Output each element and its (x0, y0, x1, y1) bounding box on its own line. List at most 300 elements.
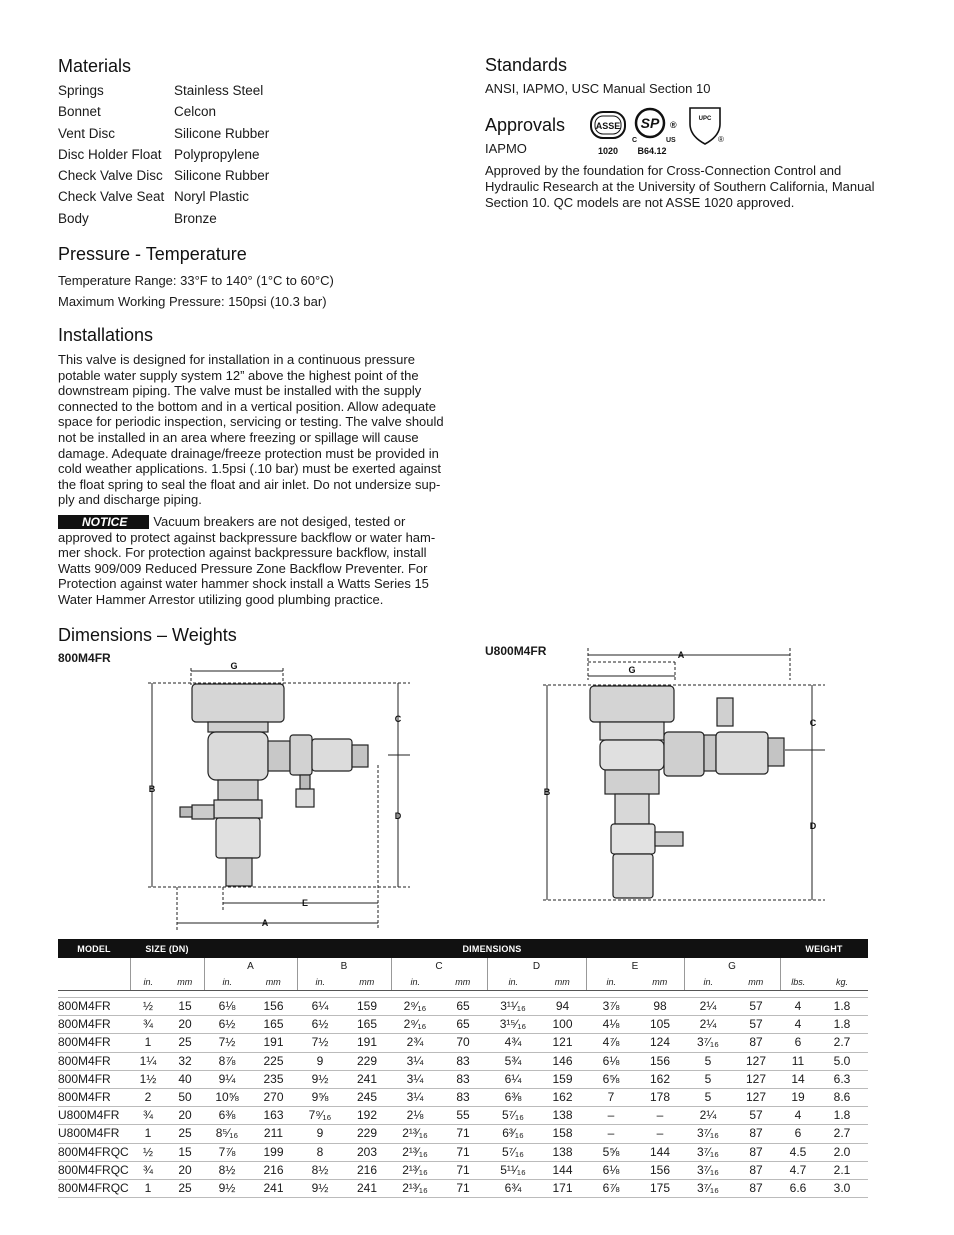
material-part: Vent Disc (58, 125, 116, 141)
model-cell: 800M4FR (58, 999, 111, 1013)
value-cell: 241 (356, 1181, 378, 1196)
table-row (58, 1125, 868, 1143)
value-cell: 8⅞ (218, 1053, 236, 1068)
value-cell: 2¹³⁄₁₆ (402, 1181, 428, 1196)
value-cell: 1.8 (833, 1017, 851, 1032)
value-cell: 71 (456, 1144, 470, 1159)
value-cell: 6¼ (311, 999, 329, 1013)
value-cell: 8.6 (833, 1090, 851, 1105)
value-cell: 2.7 (833, 1126, 851, 1141)
value-cell: 3⁷⁄₁₆ (697, 1181, 719, 1196)
table-row (58, 1070, 868, 1088)
value-cell: 6 (794, 1126, 802, 1141)
value-cell: 2.1 (833, 1162, 851, 1177)
material-row (58, 208, 438, 229)
value-cell: 83 (456, 1090, 470, 1105)
material-row (58, 123, 438, 144)
value-cell: 98 (653, 999, 667, 1013)
value-cell: 2¼ (699, 999, 717, 1013)
material-row (58, 186, 438, 207)
value-cell: 3¹⁵⁄₁₆ (499, 1017, 527, 1032)
value-cell: 25 (178, 1181, 192, 1196)
value-cell: 87 (749, 1126, 763, 1141)
svg-text:1020: 1020 (597, 146, 619, 156)
value-cell: 15 (178, 1144, 192, 1159)
unit-header: in. (684, 974, 732, 991)
svg-text:C: C (632, 137, 638, 144)
material-row (58, 80, 438, 101)
value-cell: 229 (356, 1053, 378, 1068)
value-cell: 3⁷⁄₁₆ (697, 1035, 719, 1050)
value-cell: – (656, 1108, 664, 1123)
standards-heading: Standards (485, 55, 568, 75)
model-cell: 800M4FR (58, 1090, 111, 1105)
value-cell: 9 (316, 1053, 324, 1068)
value-cell: 5 (704, 1090, 712, 1105)
value-cell: 4.5 (789, 1144, 807, 1159)
value-cell: – (656, 1126, 664, 1141)
value-cell: 225 (263, 1053, 284, 1068)
unit-header: mm (732, 974, 780, 991)
value-cell: 3⁷⁄₁₆ (697, 1144, 719, 1159)
temperature-range: Temperature Range: 33°F to 140° (1°C to 60°C) (58, 273, 334, 288)
group-header: C (391, 958, 487, 974)
value-cell: 235 (263, 1071, 284, 1086)
diagram-u800m4fr-title: U800M4FR (485, 644, 547, 658)
unit-header: mm (250, 974, 297, 991)
material-value: Silicone Rubber (174, 125, 270, 141)
value-cell: 25 (178, 1126, 192, 1141)
model-cell: 800M4FRQC (58, 1144, 129, 1159)
value-cell: 4 (794, 1017, 802, 1032)
unit-header: in. (204, 974, 250, 991)
value-cell: 7½ (311, 1035, 329, 1050)
header-size: SIZE (DN) (130, 939, 204, 958)
value-cell: 2⅛ (406, 1108, 424, 1123)
value-cell: 7⅞ (218, 1144, 236, 1159)
value-cell: 19 (791, 1090, 805, 1105)
asse-logo-icon (591, 112, 625, 156)
diagram-u800m4fr (535, 640, 835, 908)
model-cell: 800M4FR (58, 1053, 111, 1068)
unit-header: in. (297, 974, 343, 991)
value-cell: 9½ (311, 1071, 329, 1086)
value-cell: 2⁹⁄₁₆ (403, 1017, 427, 1032)
dim-label-b: B (148, 784, 156, 794)
value-cell: 71 (456, 1162, 470, 1177)
value-cell: 14 (791, 1071, 805, 1086)
value-cell: 121 (552, 1035, 573, 1050)
value-cell: 241 (263, 1181, 284, 1196)
value-cell: 6½ (218, 1017, 236, 1032)
diagram-800m4fr (130, 655, 430, 935)
value-cell: 6⅛ (602, 1162, 620, 1177)
value-cell: 2.0 (833, 1144, 851, 1159)
value-cell: 3⁷⁄₁₆ (697, 1162, 719, 1177)
table-row (58, 998, 868, 1016)
unit-header: kg. (816, 974, 868, 991)
value-cell: 20 (178, 1108, 192, 1123)
value-cell: 4⅞ (602, 1035, 620, 1050)
materials-heading: Materials (58, 56, 132, 76)
dim-label-g: G (628, 665, 636, 675)
group-header: E (586, 958, 684, 974)
table-row (58, 1161, 868, 1179)
value-cell: 20 (178, 1162, 192, 1177)
value-cell: – (607, 1108, 615, 1123)
value-cell: 211 (263, 1126, 284, 1141)
value-cell: 2¹³⁄₁₆ (402, 1126, 428, 1141)
value-cell: 83 (456, 1071, 470, 1086)
value-cell: 4 (794, 999, 802, 1013)
unit-header: in. (130, 974, 166, 991)
value-cell: 8½ (218, 1162, 236, 1177)
unit-header: mm (166, 974, 204, 991)
value-cell: 5 (704, 1071, 712, 1086)
material-part: Bonnet (58, 104, 101, 120)
value-cell: 9 (316, 1126, 324, 1141)
value-cell: 1 (144, 1126, 152, 1141)
dimensions-heading: Dimensions – Weights (58, 625, 237, 645)
value-cell: 6⅛ (218, 999, 236, 1013)
value-cell: 2¾ (406, 1035, 424, 1050)
value-cell: 216 (356, 1162, 378, 1177)
unit-header: mm (539, 974, 586, 991)
value-cell: 8⁵⁄₁₆ (215, 1126, 239, 1141)
value-cell: ¾ (142, 1017, 153, 1032)
unit-header: lbs. (780, 974, 816, 991)
value-cell: 105 (649, 1017, 671, 1032)
group-header-empty (58, 958, 130, 974)
value-cell: 245 (356, 1090, 378, 1105)
value-cell: 71 (456, 1181, 470, 1196)
value-cell: 156 (649, 1053, 671, 1068)
notice-text: Vacuum breakers are not desiged, tested or approved to protect against backpressure backflow or water ham-mer shock. For protection against backpressure backflow, install Watts 909/009 Reduced Pressure Zone Backflow Preventer. For Protection against water hammer shock install a Watts Series 15 Water Hammer Arrestor utilizing good plumbing practice. (58, 514, 436, 607)
value-cell: 65 (456, 1017, 470, 1032)
value-cell: 70 (456, 1035, 470, 1050)
value-cell: 8½ (311, 1162, 329, 1177)
value-cell: 9½ (218, 1181, 236, 1196)
unit-header-empty (58, 974, 130, 991)
value-cell: 65 (456, 999, 470, 1013)
value-cell: 124 (649, 1035, 671, 1050)
value-cell: 5¾ (504, 1053, 522, 1068)
material-value: Celcon (174, 104, 217, 120)
value-cell: 178 (649, 1090, 671, 1105)
value-cell: 3¼ (406, 1071, 424, 1086)
value-cell: – (607, 1126, 615, 1141)
value-cell: 127 (745, 1053, 767, 1068)
value-cell: ½ (142, 1144, 153, 1159)
approvals-heading: Approvals (485, 115, 566, 135)
header-weight: WEIGHT (780, 939, 868, 958)
value-cell: 144 (649, 1144, 671, 1159)
value-cell: 11 (791, 1053, 805, 1068)
value-cell: 165 (263, 1017, 284, 1032)
value-cell: 9⅝ (311, 1090, 329, 1105)
value-cell: 6 (794, 1035, 802, 1050)
svg-text:SP: SP (640, 115, 660, 131)
value-cell: 162 (552, 1090, 573, 1105)
dim-label-b: B (543, 787, 551, 797)
value-cell: 40 (178, 1071, 192, 1086)
value-cell: 5.0 (833, 1053, 851, 1068)
value-cell: 4¾ (504, 1035, 522, 1050)
value-cell: 1.8 (833, 999, 851, 1013)
value-cell: 57 (749, 1108, 763, 1123)
value-cell: 2 (144, 1090, 152, 1105)
value-cell: 6⅜ (218, 1108, 236, 1123)
table-row (58, 1143, 868, 1161)
material-part: Check Valve Seat (58, 189, 165, 205)
value-cell: 192 (356, 1108, 378, 1123)
value-cell: 32 (178, 1053, 192, 1068)
svg-text:®: ® (670, 120, 677, 130)
value-cell: 5¹¹⁄₁₆ (500, 1162, 526, 1177)
value-cell: 6³⁄₁₆ (502, 1126, 524, 1141)
materials-list (58, 80, 438, 229)
material-value: Polypropylene (174, 146, 260, 162)
value-cell: 5⁷⁄₁₆ (502, 1108, 524, 1123)
value-cell: 57 (749, 1017, 763, 1032)
notice-badge: NOTICE (58, 515, 149, 529)
value-cell: 5 (704, 1053, 712, 1068)
table-row (58, 1089, 868, 1107)
value-cell: 20 (178, 1017, 192, 1032)
value-cell: 162 (649, 1071, 671, 1086)
value-cell: 87 (749, 1162, 763, 1177)
material-value: Bronze (174, 210, 217, 226)
value-cell: 191 (356, 1035, 378, 1050)
value-cell: 5⁷⁄₁₆ (502, 1144, 524, 1159)
value-cell: 159 (356, 999, 378, 1013)
group-header: A (204, 958, 297, 974)
approvals-text: Approved by the foundation for Cross-Connection Control and Hydraulic Research at the University of Southern California, Manual Section 10. QC models are not ASSE 1020 approved. (485, 163, 875, 210)
table-row (58, 1180, 868, 1198)
value-cell: 1¼ (139, 1053, 157, 1068)
svg-text:ASSE: ASSE (595, 121, 621, 131)
dim-label-g: G (230, 661, 238, 671)
value-cell: ¾ (142, 1108, 153, 1123)
material-value: Stainless Steel (174, 83, 264, 98)
value-cell: 270 (263, 1090, 284, 1105)
value-cell: 4 (794, 1108, 802, 1123)
value-cell: 50 (178, 1090, 192, 1105)
value-cell: 158 (552, 1126, 573, 1141)
value-cell: 100 (552, 1017, 573, 1032)
unit-header: mm (343, 974, 391, 991)
value-cell: 175 (649, 1181, 671, 1196)
approval-logos (588, 104, 728, 158)
value-cell: 1 (144, 1181, 152, 1196)
svg-text:®: ® (718, 135, 724, 144)
value-cell: 6⅞ (602, 1181, 620, 1196)
value-cell: 57 (749, 999, 763, 1013)
dim-label-c: C (394, 714, 402, 724)
group-header: G (684, 958, 780, 974)
value-cell: 6⅛ (602, 1053, 620, 1068)
value-cell: 9½ (311, 1181, 329, 1196)
value-cell: 2¹³⁄₁₆ (402, 1144, 428, 1159)
value-cell: 6½ (311, 1017, 329, 1032)
material-row (58, 101, 438, 122)
valve-body-icon (180, 684, 368, 886)
model-cell: 800M4FR (58, 1071, 111, 1086)
value-cell: 127 (745, 1090, 767, 1105)
value-cell: 55 (456, 1108, 470, 1123)
value-cell: 3⁷⁄₁₆ (697, 1126, 719, 1141)
material-part: Disc Holder Float (58, 146, 162, 162)
value-cell: 87 (749, 1035, 763, 1050)
dim-label-d: D (809, 821, 817, 831)
value-cell: 6¼ (504, 1071, 522, 1086)
unit-header: in. (391, 974, 439, 991)
dim-label-a: A (677, 650, 685, 660)
unit-header: mm (636, 974, 684, 991)
notice-block (58, 514, 444, 608)
svg-text:US: US (666, 137, 676, 144)
table-body (58, 991, 868, 1198)
value-cell: ¾ (142, 1162, 153, 1177)
value-cell: 3.0 (833, 1181, 851, 1196)
value-cell: 146 (552, 1053, 573, 1068)
model-cell: U800M4FR (58, 1126, 120, 1141)
value-cell: 3⅞ (602, 999, 620, 1013)
value-cell: 138 (552, 1144, 573, 1159)
value-cell: 7½ (218, 1035, 236, 1050)
value-cell: 1½ (139, 1071, 157, 1086)
value-cell: 144 (552, 1162, 573, 1177)
diagram-800m4fr-title: 800M4FR (58, 651, 111, 665)
upc-logo-icon (690, 108, 724, 144)
group-header: B (297, 958, 391, 974)
pressure-block (58, 270, 334, 312)
value-cell: 203 (356, 1144, 378, 1159)
value-cell: 216 (263, 1162, 284, 1177)
value-cell: 83 (456, 1053, 470, 1068)
value-cell: 2.7 (833, 1035, 851, 1050)
value-cell: 87 (749, 1181, 763, 1196)
approvals-iapmo: IAPMO (485, 141, 527, 156)
value-cell: 6.3 (833, 1071, 851, 1086)
value-cell: 1.8 (833, 1108, 851, 1123)
table-row (58, 1016, 868, 1034)
value-cell: 2¼ (699, 1017, 717, 1032)
value-cell: 4⅛ (602, 1017, 620, 1032)
value-cell: 10⅝ (215, 1090, 239, 1105)
value-cell: 159 (552, 1071, 573, 1086)
value-cell: 4.7 (789, 1162, 807, 1177)
value-cell: 2¹³⁄₁₆ (402, 1162, 428, 1177)
value-cell: 94 (555, 999, 570, 1013)
value-cell: 3¹¹⁄₁₆ (500, 999, 526, 1013)
group-header-empty (780, 958, 868, 974)
value-cell: 5⅝ (602, 1144, 620, 1159)
group-header-row (58, 958, 868, 974)
value-cell: 6⅜ (504, 1090, 522, 1105)
header-dimensions: DIMENSIONS (204, 939, 780, 958)
value-cell: 7 (607, 1090, 615, 1105)
value-cell: 6¾ (504, 1181, 522, 1196)
material-value: Noryl Plastic (174, 189, 250, 205)
material-part: Springs (58, 83, 104, 98)
dim-label-c: C (809, 718, 817, 728)
material-part: Check Valve Disc (58, 168, 163, 184)
dim-label-a: A (261, 918, 269, 928)
csa-logo-icon (632, 109, 677, 156)
dim-label-d: D (394, 811, 402, 821)
value-cell: 87 (749, 1144, 763, 1159)
installations-heading: Installations (58, 325, 154, 345)
value-cell: 2⁹⁄₁₆ (403, 999, 427, 1013)
value-cell: 6.6 (789, 1181, 807, 1196)
value-cell: 2¼ (699, 1108, 717, 1123)
svg-text:UPC: UPC (698, 116, 712, 122)
value-cell: 9¼ (218, 1071, 236, 1086)
value-cell: 8 (316, 1144, 324, 1159)
model-cell: 800M4FR (58, 1017, 111, 1032)
value-cell: 71 (456, 1126, 470, 1141)
installations-body: This valve is designed for installation in a continuous pressure potable water supply system 12” above the highest point of the downstream piping. The valve must be installed with the supply connected to the bottom and in a vertical position. Allow adequate space for periodic inspection, servicing or testing. The valve should not be installed in an area where freezing or spillage will cause damage. Adequate drainage/freeze protection must be provided in cold weather applications. 1.5psi (.10 bar) must be exerted against the float spring to seal the float and air inlet. Do not undersize sup-ply and discharge piping. (58, 352, 444, 508)
value-cell: 229 (356, 1126, 378, 1141)
table-row (58, 1034, 868, 1052)
value-cell: 127 (745, 1071, 767, 1086)
material-row (58, 144, 438, 165)
material-row (58, 165, 438, 186)
value-cell: 138 (552, 1108, 573, 1123)
value-cell: 156 (649, 1162, 671, 1177)
value-cell: ½ (142, 999, 153, 1013)
value-cell: 1 (144, 1035, 152, 1050)
value-cell: 156 (263, 999, 284, 1013)
value-cell: 3¼ (406, 1053, 424, 1068)
table-row (58, 1052, 868, 1070)
value-cell: 241 (356, 1071, 378, 1086)
unit-header: in. (487, 974, 539, 991)
value-cell: 171 (552, 1181, 573, 1196)
value-cell: 191 (263, 1035, 284, 1050)
model-cell: U800M4FR (58, 1108, 120, 1123)
value-cell: 165 (356, 1017, 378, 1032)
group-header: D (487, 958, 586, 974)
material-part: Body (58, 210, 89, 226)
valve-body-icon (590, 686, 784, 898)
header-model: MODEL (58, 939, 130, 958)
value-cell: 7⁹⁄₁₆ (308, 1108, 332, 1123)
standards-text: ANSI, IAPMO, USC Manual Section 10 (485, 81, 711, 96)
unit-header: mm (439, 974, 487, 991)
value-cell: 15 (178, 999, 192, 1013)
group-header-empty (130, 958, 204, 974)
value-cell: 25 (178, 1035, 192, 1050)
unit-header: in. (586, 974, 636, 991)
table-row (58, 1107, 868, 1125)
value-cell: 163 (263, 1108, 284, 1123)
model-cell: 800M4FRQC (58, 1162, 129, 1177)
dimensions-table (58, 939, 868, 1198)
dim-label-e: E (301, 898, 309, 908)
model-cell: 800M4FRQC (58, 1181, 129, 1196)
max-working-pressure: Maximum Working Pressure: 150psi (10.3 bar) (58, 294, 327, 309)
unit-header-row (58, 974, 868, 991)
material-value: Silicone Rubber (174, 168, 270, 184)
value-cell: 199 (263, 1144, 284, 1159)
model-cell: 800M4FR (58, 1035, 111, 1050)
value-cell: 3¼ (406, 1090, 424, 1105)
svg-text:B64.12: B64.12 (637, 146, 667, 156)
value-cell: 6⅝ (602, 1071, 620, 1086)
pressure-heading: Pressure - Temperature (58, 244, 247, 264)
